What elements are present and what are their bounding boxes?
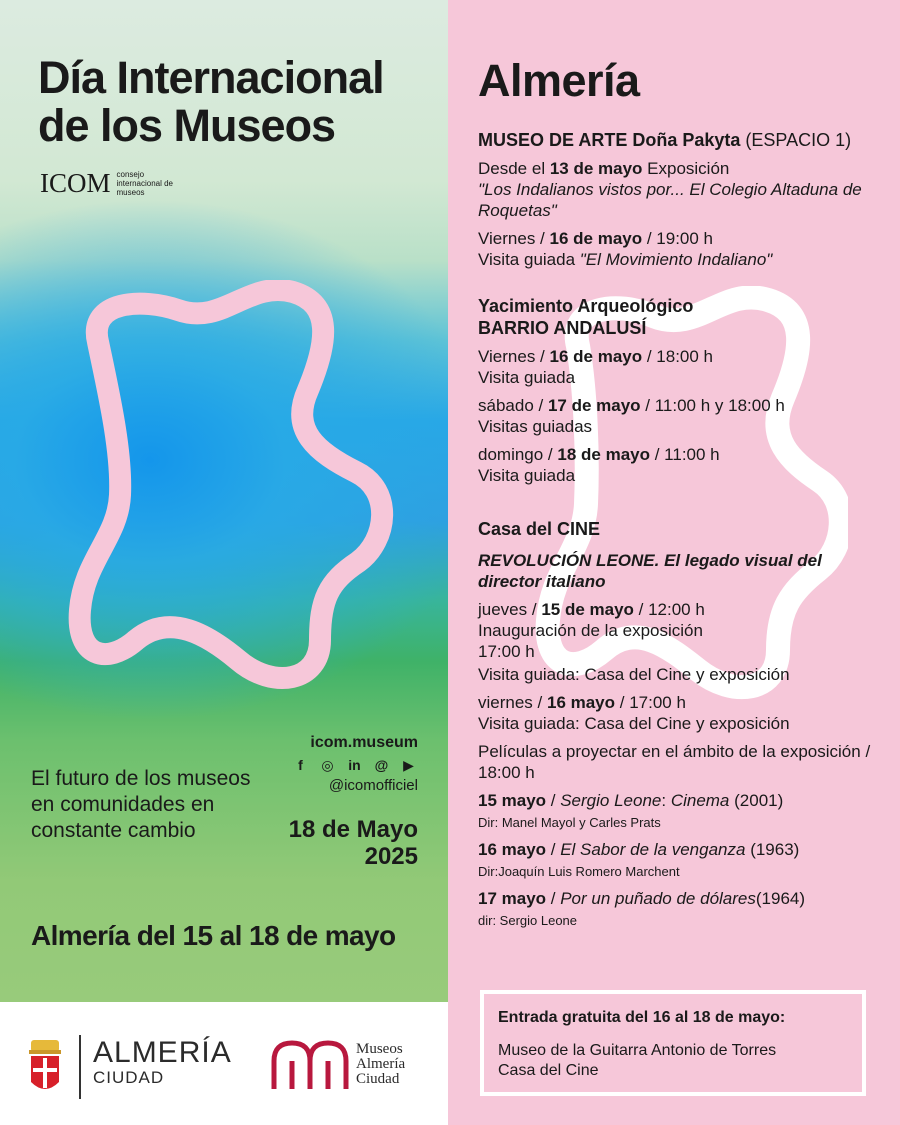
museos-arches-icon xyxy=(270,1039,350,1091)
text: domingo / xyxy=(478,445,558,464)
text: Desde el xyxy=(478,159,550,178)
almeria-ciudad-logo xyxy=(93,1037,232,1087)
director: dir: Sergio Leone xyxy=(478,913,578,928)
section-museo-arte xyxy=(478,129,878,270)
ciudad-wordmark: CIUDAD xyxy=(93,1068,165,1087)
date-day: 18 de Mayo xyxy=(288,816,418,843)
event-title xyxy=(38,54,384,150)
visit-title: "El Movimiento Indaliano" xyxy=(579,250,773,269)
date: 17 mayo xyxy=(478,889,547,908)
venue-line2: BARRIO ANDALUSÍ xyxy=(478,318,647,338)
film-2 xyxy=(478,839,878,881)
museos-line2: Almería xyxy=(356,1056,406,1072)
venue-space: (ESPACIO 1) xyxy=(745,130,852,150)
sep: : xyxy=(661,791,671,810)
youtube-icon[interactable]: ▶ xyxy=(403,757,414,773)
text: Visita guiada: Casa del Cine y exposición xyxy=(478,665,790,684)
film-title: Sergio Leone xyxy=(560,791,662,810)
event-3 xyxy=(478,444,878,486)
text: viernes / xyxy=(478,693,547,712)
date: 16 de mayo xyxy=(549,229,643,248)
text: Inauguración de la exposición xyxy=(478,621,703,640)
text: Visitas guiadas xyxy=(478,417,593,436)
venue-casa-cine: Casa del CINE xyxy=(478,519,601,539)
film-title: Por un puñado de dólares xyxy=(560,889,756,908)
year: (1963) xyxy=(745,840,800,859)
text: Visita guiada xyxy=(478,466,576,485)
text: Visita guiada xyxy=(478,368,576,387)
left-panel xyxy=(0,0,448,1002)
film-title: El Sabor de la venganza xyxy=(560,840,746,859)
website[interactable]: icom.museum xyxy=(310,734,418,751)
event-range: Almería del 15 al 18 de mayo xyxy=(31,920,396,951)
program-content xyxy=(478,56,878,930)
facebook-icon[interactable]: f xyxy=(298,757,303,773)
exhibition-name: REVOLUCIÓN LEONE. El legado visual del director italiano xyxy=(478,551,822,591)
right-panel xyxy=(448,0,900,1125)
exhibition-title xyxy=(478,550,878,592)
icom-logo xyxy=(40,168,177,199)
text: jueves / xyxy=(478,600,542,619)
film-1 xyxy=(478,790,878,832)
city-title: Almería xyxy=(478,55,640,106)
museos-line3: Ciudad xyxy=(356,1071,400,1087)
icom-subtitle: consejo internacional de museos xyxy=(116,170,173,197)
film-3 xyxy=(478,888,878,930)
venue-barrio-andalusi xyxy=(478,295,878,339)
exhibition-title: "Los Indalianos vistos por... El Colegio Altaduna de Roquetas" xyxy=(478,180,862,220)
event-2 xyxy=(478,692,878,734)
free-entry-box xyxy=(480,990,866,1096)
sep: / xyxy=(546,840,561,859)
text: Visita guiada: Casa del Cine y exposición xyxy=(478,714,790,733)
social-icons xyxy=(292,757,417,774)
event-3: Películas a proyectar en el ámbito de la exposición / 18:00 h xyxy=(478,742,871,782)
date: 13 de mayo xyxy=(549,159,643,178)
time: / 11:00 h y 18:00 h xyxy=(640,396,785,415)
event-visita xyxy=(478,228,878,270)
time: / 19:00 h xyxy=(642,229,714,248)
section-casa-cine xyxy=(478,518,878,930)
date-year: 2025 xyxy=(364,843,418,870)
venue-museo-arte xyxy=(478,129,878,151)
event-1 xyxy=(478,346,878,388)
date: 18 de mayo xyxy=(557,445,650,464)
title-line-1: Día Internacional xyxy=(38,52,384,103)
sep: / xyxy=(546,889,561,908)
date: 16 mayo xyxy=(478,840,547,859)
pink-blob-shape xyxy=(58,280,408,690)
event-date xyxy=(289,816,418,870)
almeria-wordmark: ALMERÍA xyxy=(93,1036,232,1069)
museos-almeria-ciudad-logo xyxy=(356,1042,405,1087)
time: / 11:00 h xyxy=(650,445,720,464)
social-handle: @icomofficiel xyxy=(328,777,418,794)
event-exposicion xyxy=(478,158,878,221)
icom-wordmark: ICOM xyxy=(40,168,111,198)
event-1 xyxy=(478,599,878,662)
date: 15 de mayo xyxy=(541,600,634,619)
venue-line1: Yacimiento Arqueológico xyxy=(478,296,694,316)
director: Dir:Joaquín Luis Romero Marchent xyxy=(478,864,680,879)
threads-icon[interactable]: @ xyxy=(374,757,389,773)
director: Dir: Manel Mayol y Carles Prats xyxy=(478,815,661,830)
text: Viernes / xyxy=(478,229,550,248)
event-2 xyxy=(478,395,878,437)
time: 17:00 h xyxy=(478,642,535,661)
section-barrio-andalusi xyxy=(478,295,878,486)
text: Viernes / xyxy=(478,347,550,366)
time: / 17:00 h xyxy=(615,693,686,712)
date: 16 mayo xyxy=(546,693,616,712)
title-line-2: de los Museos xyxy=(38,100,336,151)
free-entry-title: Entrada gratuita del 16 al 18 de mayo: xyxy=(498,1009,786,1026)
logo-divider xyxy=(79,1035,81,1099)
linkedin-icon[interactable]: in xyxy=(348,757,361,773)
text: sábado / xyxy=(478,396,548,415)
film-title: Cinema xyxy=(670,791,730,810)
almeria-shield-icon xyxy=(27,1038,63,1096)
instagram-icon[interactable]: ◎ xyxy=(321,757,334,773)
sep: / xyxy=(546,791,561,810)
free-entry-venue-1: Museo de la Guitarra Antonio de Torres xyxy=(498,1042,777,1059)
venue-name: MUSEO DE ARTE Doña Pakyta xyxy=(478,130,741,150)
logo-bar xyxy=(0,1002,448,1125)
date: 16 de mayo xyxy=(549,347,643,366)
text: Exposición xyxy=(642,159,730,178)
museos-line1: Museos xyxy=(356,1041,403,1057)
event-1b xyxy=(478,664,878,685)
time: / 18:00 h xyxy=(642,347,714,366)
time: / 12:00 h xyxy=(633,600,705,619)
year: (1964) xyxy=(755,889,806,908)
free-entry-venue-2: Casa del Cine xyxy=(498,1062,599,1079)
date: 15 mayo xyxy=(478,791,547,810)
date: 17 de mayo xyxy=(547,396,641,415)
tagline: El futuro de los museos en comunidades en constante cambio xyxy=(31,767,251,842)
year: (2001) xyxy=(729,791,784,810)
text: Visita guiada xyxy=(478,250,580,269)
